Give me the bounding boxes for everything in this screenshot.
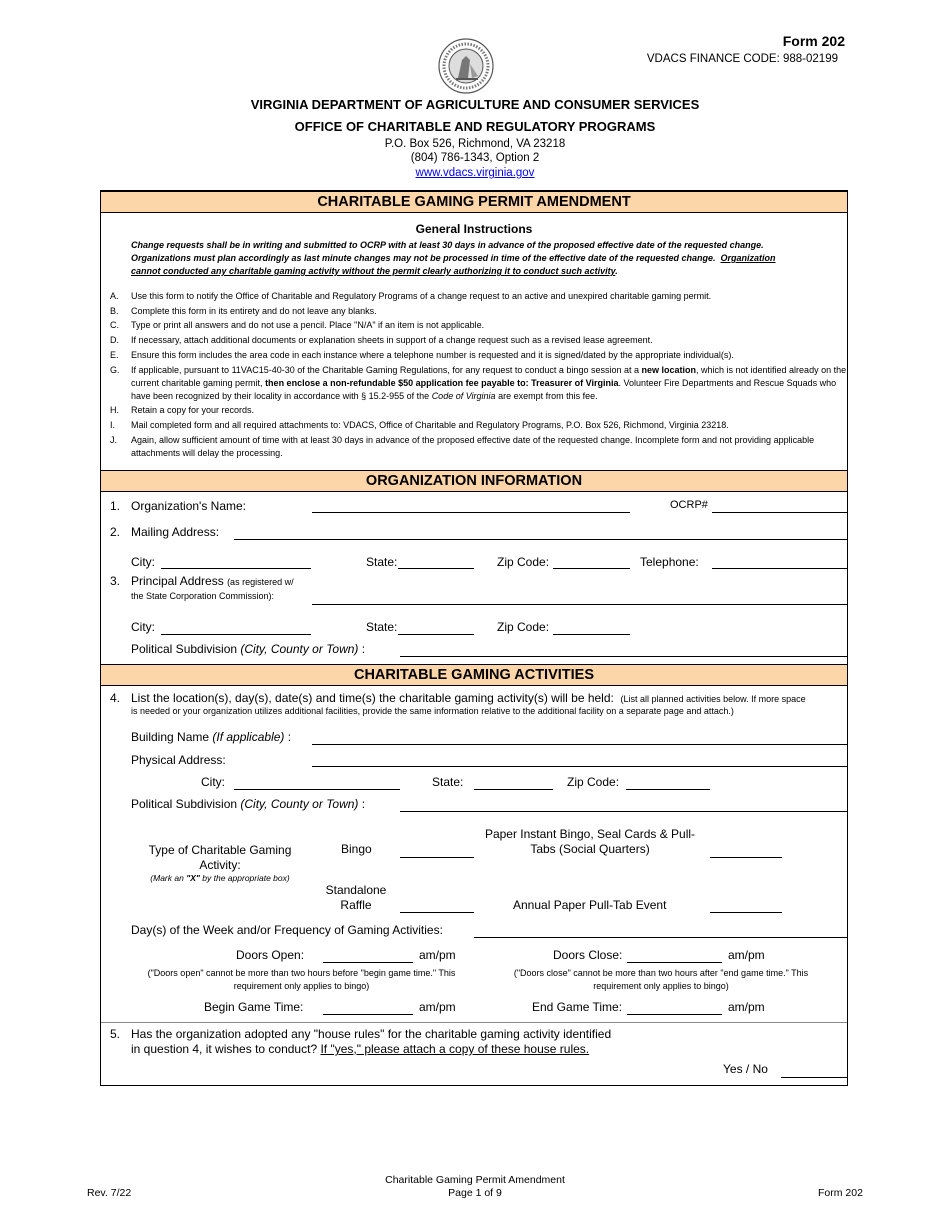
doors-close-ampm: am/pm: [728, 948, 765, 962]
footer-form-number: Form 202: [818, 1187, 863, 1199]
begin-game-field[interactable]: [323, 1014, 413, 1015]
activity-state-label: State:: [432, 775, 464, 789]
principal-state-label: State:: [366, 620, 398, 634]
activity-political-subdivision-field[interactable]: [400, 811, 847, 812]
physical-address-field[interactable]: [312, 766, 847, 767]
office-name: OFFICE OF CHARITABLE AND REGULATORY PROGRAMS: [294, 119, 656, 134]
mailing-state-label: State:: [366, 555, 398, 569]
page-number: Page 1 of 9: [448, 1187, 502, 1199]
activity-zip-field[interactable]: [626, 789, 710, 790]
org-political-subdivision-field[interactable]: [400, 656, 847, 657]
instruction-item: Type or print all answers and do not use a pencil. Place "N/A" if an item is not applicable.: [131, 320, 485, 330]
activities-section-title: CHARITABLE GAMING ACTIVITIES: [101, 664, 847, 686]
end-game-label: End Game Time:: [532, 1000, 623, 1014]
yes-no-label: Yes / No: [723, 1062, 768, 1076]
principal-city-label: City:: [131, 620, 155, 634]
instruction-item: If necessary, attach additional documents or explanation sheets in support of a change request such as a revised lease agreement.: [131, 335, 653, 345]
instant-bingo-label: Paper Instant Bingo, Seal Cards & Pull- Tabs (Social Quarters): [484, 827, 696, 856]
office-address: P.O. Box 526, Richmond, VA 23218: [384, 138, 566, 150]
instruction-item: Again, allow sufficient amount of time with at least 30 days in advance of the proposed effective date of the requested change. Incomplete form and not providing applicable attachments will delay the processing.: [131, 435, 815, 458]
principal-address-label: Principal Address (as registered w/: [131, 574, 294, 588]
principal-state-field[interactable]: [398, 634, 474, 635]
mailing-city-field[interactable]: [161, 568, 311, 569]
q4-label: List the location(s), day(s), date(s) and time(s) the charitable gaming activity(s) will be held: (List all planned activities below. If more space: [131, 691, 806, 705]
revision-date: Rev. 7/22: [87, 1187, 132, 1199]
house-rules-yes-no-field[interactable]: [781, 1077, 847, 1078]
org-name-label: Organization's Name:: [131, 499, 247, 513]
doors-open-ampm: am/pm: [419, 948, 456, 962]
doors-close-label: Doors Close:: [553, 948, 623, 962]
standalone-raffle-label: Standalone Raffle: [325, 883, 387, 912]
org-info-section-title: ORGANIZATION INFORMATION: [101, 470, 847, 492]
days-frequency-field[interactable]: [474, 937, 847, 938]
end-game-ampm: am/pm: [728, 1000, 765, 1014]
agency-name: VIRGINIA DEPARTMENT OF AGRICULTURE AND CONSUMER SERVICES: [250, 97, 700, 112]
mailing-city-label: City:: [131, 555, 155, 569]
instruction-item: Use this form to notify the Office of Charitable and Regulatory Programs of a change request to an active and unexpired charitable gaming permit.: [131, 291, 712, 301]
activity-political-subdivision-label: Political Subdivision (City, County or Town) :: [131, 797, 366, 811]
instant-bingo-checkbox-field[interactable]: [710, 857, 782, 858]
doors-close-field[interactable]: [627, 962, 722, 963]
end-game-field[interactable]: [627, 1014, 722, 1015]
finance-code: VDACS FINANCE CODE: 988-02199: [646, 53, 838, 65]
activity-city-label: City:: [201, 775, 225, 789]
instruction-item: Retain a copy for your records.: [131, 405, 255, 415]
days-frequency-label: Day(s) of the Week and/or Frequency of Gaming Activities:: [131, 923, 443, 937]
begin-game-ampm: am/pm: [419, 1000, 456, 1014]
pulltab-event-label: Annual Paper Pull-Tab Event: [513, 898, 667, 912]
org-political-subdivision-label: Political Subdivision (City, County or Town) :: [131, 642, 366, 656]
doors-open-field[interactable]: [323, 962, 413, 963]
mailing-address-label: Mailing Address:: [131, 525, 220, 539]
doors-close-note: ("Doors close" cannot be more than two hours after "end game time." This requirement only applies to bingo): [513, 968, 809, 991]
principal-zip-label: Zip Code:: [497, 620, 550, 634]
doors-open-note: ("Doors open" cannot be more than two hours before "begin game time." This requirement only applies to bingo): [147, 968, 456, 991]
mailing-zip-field[interactable]: [553, 568, 630, 569]
doors-open-label: Doors Open:: [236, 948, 305, 962]
principal-address-note: the State Corporation Commission):: [131, 591, 275, 601]
office-phone: (804) 786-1343, Option 2: [410, 152, 540, 164]
amendment-section-title: CHARITABLE GAMING PERMIT AMENDMENT: [101, 191, 847, 213]
org-name-field[interactable]: [312, 512, 630, 513]
form-number: Form 202: [782, 33, 845, 49]
instruction-item: Mail completed form and all required attachments to: VDACS, Office of Charitable and Regulatory Programs, P.O. Box 526, Richmond, Virginia 23218.: [131, 420, 729, 430]
principal-address-field[interactable]: [312, 604, 847, 605]
mailing-zip-label: Zip Code:: [497, 555, 550, 569]
ocrp-field[interactable]: [712, 512, 847, 513]
divider: [101, 1022, 847, 1023]
virginia-seal-logo: [438, 38, 494, 94]
activity-zip-label: Zip Code:: [567, 775, 620, 789]
begin-game-label: Begin Game Time:: [204, 1000, 304, 1014]
mailing-address-field[interactable]: [234, 539, 847, 540]
website-link[interactable]: www.vdacs.virginia.gov: [415, 167, 535, 179]
principal-zip-field[interactable]: [553, 634, 630, 635]
instructions-intro: Change requests shall be in writing and submitted to OCRP with at least 30 days in advance of the proposed effective date of the requested change. Organizations must plan accordingly as last minute changes may not be processed in time of the effective date of the requested change. Organization cannot conducted any charitable gaming activity without the permit clearly authorizing it to conduct such activity.: [131, 240, 776, 276]
gaming-type-note: (Mark an "X" by the appropriate box): [150, 873, 290, 883]
principal-city-field[interactable]: [161, 634, 311, 635]
q5-house-rules-question: Has the organization adopted any "house rules" for the charitable gaming activity identified in question 4, it wishes to conduct? If "yes," please attach a copy of these house rules.: [131, 1027, 612, 1056]
pulltab-checkbox-field[interactable]: [710, 912, 782, 913]
gaming-type-label: Type of Charitable Gaming Activity:: [148, 843, 292, 872]
instruction-item: Ensure this form includes the area code in each instance where a telephone number is requested and it is signed/dated by the appropriate individual(s).: [131, 350, 734, 360]
bingo-checkbox-field[interactable]: [400, 857, 474, 858]
physical-address-label: Physical Address:: [131, 753, 226, 767]
general-instructions-title: General Instructions: [415, 222, 533, 236]
footer-title: Charitable Gaming Permit Amendment Page 1 of 9: [325, 1174, 625, 1200]
mailing-state-field[interactable]: [398, 568, 474, 569]
telephone-label: Telephone:: [640, 555, 699, 569]
instruction-item-g: If applicable, pursuant to 11VAC15-40-30 of the Charitable Gaming Regulations, for any request to conduct a bingo session at a new location, which is not identified already on the current charitable gaming permit, then enclose a non-refundable $50 application fee payable to: Treasurer of Virginia. Volunteer Fire Departments and Rescue Squads who have been recognized by their locality in accordance with § 15.2-955 of the Code of Virginia are exempt from this fee.: [131, 365, 847, 401]
telephone-field[interactable]: [712, 568, 847, 569]
q4-note: is needed or your organization utilizes additional facilities, provide the same information relative to the additional facility on a separate page and attach.): [131, 706, 734, 716]
activity-city-field[interactable]: [234, 789, 400, 790]
ocrp-label: OCRP#: [670, 499, 708, 511]
building-name-label: Building Name (If applicable) :: [131, 730, 292, 744]
activity-state-field[interactable]: [474, 789, 553, 790]
instruction-item: Complete this form in its entirety and do not leave any blanks.: [131, 306, 377, 316]
bingo-label: Bingo: [341, 842, 372, 856]
building-name-field[interactable]: [312, 744, 847, 745]
raffle-checkbox-field[interactable]: [400, 912, 474, 913]
